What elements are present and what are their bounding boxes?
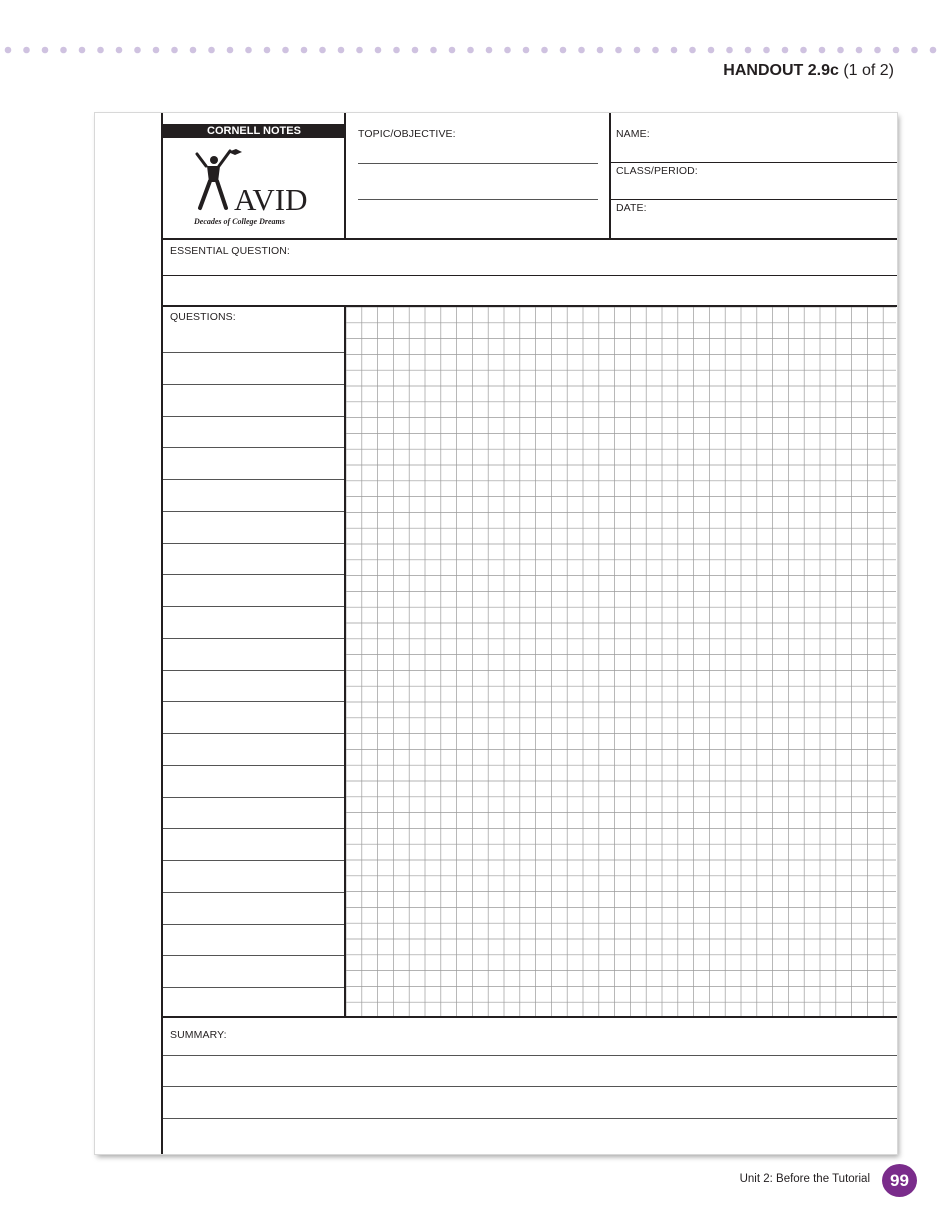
border-dot xyxy=(319,47,326,54)
question-rule-line xyxy=(163,384,344,385)
border-dot xyxy=(856,47,863,54)
border-dot xyxy=(134,47,141,54)
border-dot xyxy=(208,47,215,54)
border-dot xyxy=(671,47,678,54)
border-dot xyxy=(5,47,12,54)
question-rule-line xyxy=(163,638,344,639)
border-dot xyxy=(578,47,585,54)
topic-line-2 xyxy=(358,199,598,200)
border-dot xyxy=(486,47,493,54)
cornell-notes-banner: CORNELL NOTES xyxy=(163,124,345,138)
border-dot xyxy=(523,47,530,54)
border-dot xyxy=(60,47,67,54)
avid-tagline: Decades of College Dreams xyxy=(194,217,285,226)
border-dot xyxy=(689,47,696,54)
question-rule-line xyxy=(163,447,344,448)
handout-title xyxy=(723,62,894,80)
question-rule-line xyxy=(163,955,344,956)
border-dot xyxy=(153,47,160,54)
border-dot xyxy=(42,47,49,54)
avid-logo xyxy=(190,146,325,226)
page-number-badge: 99 xyxy=(882,1164,917,1197)
question-rule-line xyxy=(163,416,344,417)
border-dot xyxy=(726,47,733,54)
border-dot xyxy=(560,47,567,54)
border-dot xyxy=(116,47,123,54)
border-dot xyxy=(597,47,604,54)
border-dot xyxy=(930,47,937,54)
border-dot xyxy=(893,47,900,54)
topic-line-1 xyxy=(358,163,598,164)
unit-footer: Unit 2: Before the Tutorial xyxy=(739,1173,870,1185)
question-rule-line xyxy=(163,701,344,702)
border-dot xyxy=(874,47,881,54)
border-dot xyxy=(708,47,715,54)
border-dot xyxy=(467,47,474,54)
border-dot xyxy=(227,47,234,54)
question-rule-line xyxy=(163,765,344,766)
notes-bottom-line xyxy=(161,1016,897,1018)
border-dot xyxy=(782,47,789,54)
question-rule-line xyxy=(163,511,344,512)
name-line xyxy=(610,162,897,163)
notes-graph-grid xyxy=(346,307,896,1016)
border-dot xyxy=(800,47,807,54)
decorative-dot-border xyxy=(0,44,950,56)
border-dot xyxy=(911,47,918,54)
date-label: DATE: xyxy=(616,202,647,214)
header-bottom-line xyxy=(161,238,897,240)
question-rule-line xyxy=(163,860,344,861)
question-rule-line xyxy=(163,543,344,544)
border-dot xyxy=(745,47,752,54)
border-dot xyxy=(245,47,252,54)
left-margin-line xyxy=(161,113,163,1154)
border-dot xyxy=(615,47,622,54)
summary-rule-line xyxy=(163,1086,897,1087)
summary-rule-line xyxy=(163,1118,897,1119)
question-rule-line xyxy=(163,606,344,607)
question-rule-line xyxy=(163,987,344,988)
avid-wordmark: AVID xyxy=(234,182,308,217)
border-dot xyxy=(393,47,400,54)
question-rule-line xyxy=(163,574,344,575)
border-dot xyxy=(652,47,659,54)
topic-objective-label: TOPIC/OBJECTIVE: xyxy=(358,128,456,140)
essential-line xyxy=(163,275,897,276)
border-dot xyxy=(819,47,826,54)
name-label: NAME: xyxy=(616,128,650,140)
border-dot xyxy=(837,47,844,54)
class-line xyxy=(610,199,897,200)
summary-label: SUMMARY: xyxy=(170,1029,227,1041)
question-rule-line xyxy=(163,892,344,893)
question-rule-line xyxy=(163,479,344,480)
border-dot xyxy=(356,47,363,54)
question-rule-line xyxy=(163,828,344,829)
question-rule-line xyxy=(163,733,344,734)
border-dot xyxy=(338,47,345,54)
handout-label: HANDOUT 2.9c xyxy=(723,62,839,79)
border-dot xyxy=(634,47,641,54)
header-divider-right xyxy=(609,113,611,239)
essential-question-label: ESSENTIAL QUESTION: xyxy=(170,245,290,257)
border-dot xyxy=(541,47,548,54)
border-dot xyxy=(190,47,197,54)
border-dot xyxy=(23,47,30,54)
border-dot xyxy=(449,47,456,54)
border-dot xyxy=(79,47,86,54)
border-dot xyxy=(430,47,437,54)
border-dot xyxy=(282,47,289,54)
summary-rule-line xyxy=(163,1055,897,1056)
question-rule-line xyxy=(163,924,344,925)
border-dot xyxy=(301,47,308,54)
border-dot xyxy=(264,47,271,54)
class-period-label: CLASS/PERIOD: xyxy=(616,165,698,177)
border-dot xyxy=(412,47,419,54)
question-rule-line xyxy=(163,797,344,798)
border-dot xyxy=(504,47,511,54)
border-dot xyxy=(763,47,770,54)
border-dot xyxy=(375,47,382,54)
handout-part: (1 of 2) xyxy=(843,62,894,79)
question-rule-line xyxy=(163,352,344,353)
border-dot xyxy=(97,47,104,54)
border-dot xyxy=(171,47,178,54)
question-rule-line xyxy=(163,670,344,671)
questions-label: QUESTIONS: xyxy=(170,311,236,323)
